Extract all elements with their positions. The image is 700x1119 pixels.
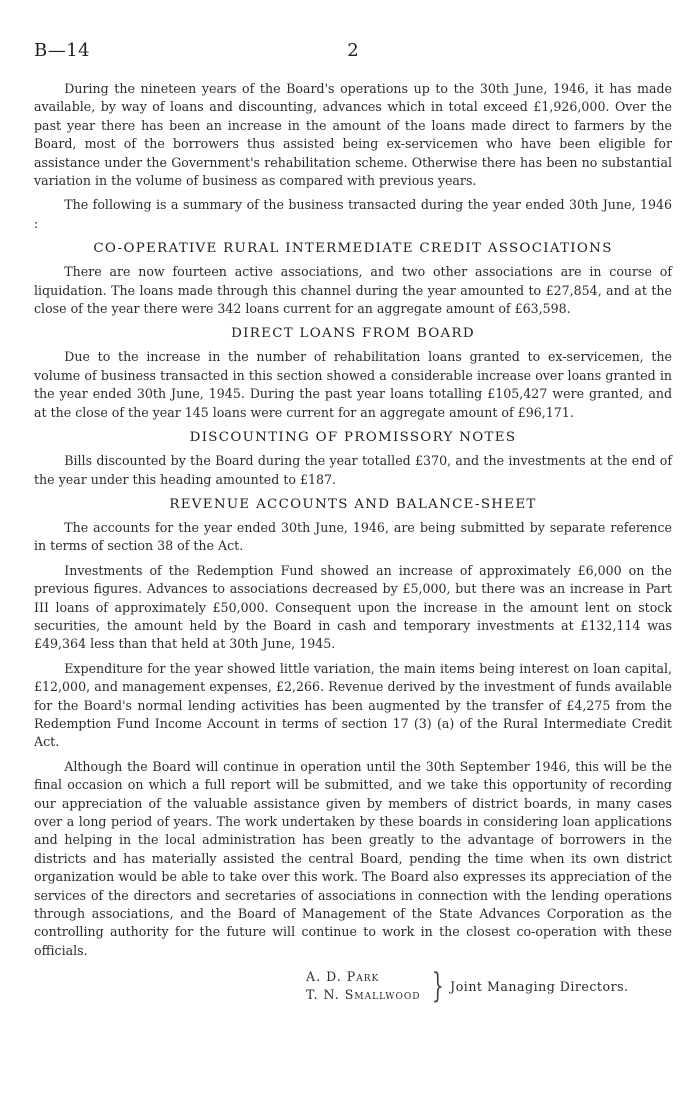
revenue-paragraph-expenditure: Expenditure for the year showed little variation, the main items being interest on loan capital, £12,000, and management expenses, £2,266. Revenue derived by the investment of funds available for the Board's normal lending activities has been augmented by the transfer of £4,275 from the Redemption Fund Income Account in terms of section 17 (3) (a) of the Rural Intermediate Credit Act. [34, 660, 672, 750]
revenue-paragraph-closing: Although the Board will continue in operation until the 30th September 1946, this will be the final occasion on which a full report will be submitted, and we take this opportunity of recording our appreciation of the valuable assistance given by members of district boards, in many cases over a long period of years. The work undertaken by these boards in considering loan applications and helping in the local administration has been greatly to the advantage of borrowers in the districts and has materially assisted the central Board, pending the time when its own district organization would be able to take over this work. The Board also expresses its appreciation of the services of the directors and secretaries of associations in connection with the lending operations through associations, and the Board of Management of the State Advances Corporation as the controlling authority for the future will continue to work in the closest co-operation with these officials. [34, 758, 672, 958]
report-body [34, 80, 672, 960]
summary-paragraph: The following is a summary of the business transacted during the year ended 30th June, 1946 : [34, 197, 672, 231]
direct-loans-paragraph: Due to the increase in the number of rehabilitation loans granted to ex-servicemen, the volume of business transacted in this section showed a considerable increase over loans granted in the year ended 30th June, 1945. During the past year loans totalling £105,427 were granted, and at the close of the year 145 loans were current for an aggregate amount of £96,171. [34, 349, 672, 420]
signatory-name: T. N. Smallwood [306, 987, 421, 1003]
revenue-paragraph-accounts: The accounts for the year ended 30th June, 1946, are being submitted by separate reference in terms of section 38 of the Act. [34, 519, 672, 554]
direct-loans-heading: DIRECT LOANS FROM BOARD [231, 326, 475, 342]
document-reference: B—14 [34, 40, 91, 61]
brace-mark: } [431, 966, 444, 1007]
cooperative-heading: CO-OPERATIVE RURAL INTERMEDIATE CREDIT ASSOCIATIONS [93, 241, 613, 257]
signatory-title: Joint Managing Directors. [450, 978, 629, 994]
revenue-paragraph-investments: Investments of the Redemption Fund showed an increase of approximately £6,000 on the previous figures. Advances to associations decreased by £5,000, but there was an increase in Part III loans of approximately £50,000. Consequent upon the increase in the amount lent on stock securities, the amount held by the Board in cash and temporary investments at £132,114 was £49,364 less than that held at 30th June, 1945. [34, 562, 672, 652]
page-number: 2 [347, 40, 359, 61]
cooperative-paragraph: There are now fourteen active associations, and two other associations are in course of liquidation. The loans made through this channel during the year amounted to £27,854, and at the close of the year there were 342 loans current for an aggregate amount of £63,598. [34, 264, 672, 317]
revenue-heading: REVENUE ACCOUNTS AND BALANCE-SHEET [169, 496, 537, 512]
page-header [34, 40, 672, 76]
signatory-names [306, 968, 421, 1004]
discounting-paragraph: Bills discounted by the Board during the year totalled £370, and the investments at the end of the year under this heading amounted to £187. [34, 453, 672, 487]
intro-paragraph: During the nineteen years of the Board's operations up to the 30th June, 1946, it has made available, by way of loans and discounting, advances which in total exceed £1,926,000. Over the past year there has been an increase in the amount of the loans made direct to farmers by the Board, most of the borrowers thus assisted being ex-servicemen who have been eligible for assistance under the Government's rehabilitation scheme. Otherwise there has been no substantial variation in the volume of business as compared with previous years. [34, 81, 672, 189]
signatory-name: A. D. Park [306, 969, 380, 985]
signature-block [306, 966, 672, 1007]
discounting-heading: DISCOUNTING OF PROMISSORY NOTES [189, 430, 517, 446]
